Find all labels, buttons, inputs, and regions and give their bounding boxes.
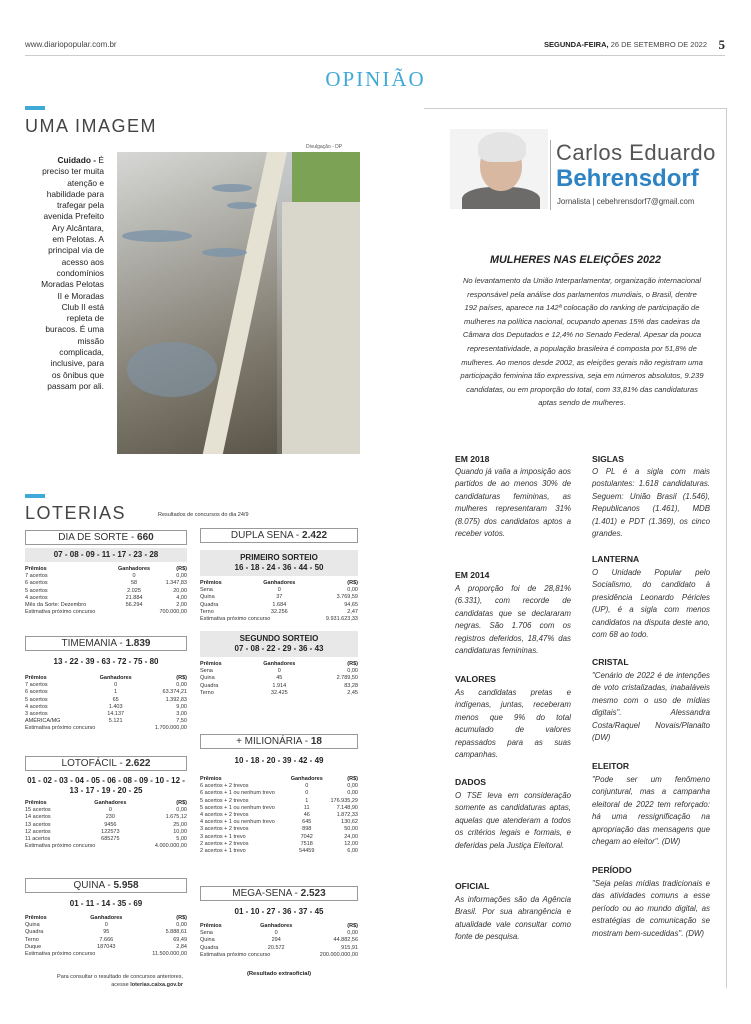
winners-count: 0 bbox=[277, 587, 281, 594]
table-row bbox=[25, 595, 187, 602]
lottery-numbers: 07 - 08 - 09 - 11 - 17 - 23 - 28 bbox=[25, 548, 187, 562]
prize-value: 1.347,83 bbox=[165, 580, 187, 587]
prize-table: Prêmios Ganhadores (R$) Quina 0 0,00 Quadra 95 5.888,61 Terno 7.666 69,49 Duque 187043 2,84 bbox=[25, 915, 187, 950]
table-row bbox=[25, 807, 187, 814]
estimate-row: Estimativa próximo concurso 11.500.000,00 bbox=[25, 951, 187, 958]
photo-caption: Cuidado - É preciso ter muita atenção e habilidade para trafegar pela avenida Prefeito Ary Alcântara, em Pelotas. A principal via de acesso aos condomínios Moradas Pelotas II e Moradas Club II está repleta de buracos. É uma missão complicada, inclusive, para os ônibus que passam por ali. bbox=[41, 155, 104, 391]
table-row bbox=[25, 682, 187, 689]
prize-value: 2,47 bbox=[347, 608, 358, 615]
page-number: 5 bbox=[718, 37, 725, 52]
lotofacil-box bbox=[25, 756, 187, 850]
prize-tier: 14 acertos bbox=[25, 814, 51, 821]
header-divider bbox=[25, 55, 725, 56]
section-text: "Cenário de 2022 é de intenções de voto cristalizadas, inabaláveis mesmo com o uso de mídias digitais". Alessandra Costa/Raquel Novais/Planalto (DW) bbox=[592, 671, 710, 743]
estimate-row: Estimativa próximo concurso 1.700.000,00 bbox=[25, 725, 187, 732]
prize-tier: 6 acertos bbox=[25, 689, 48, 696]
section-text: O Unidade Popular pelo Socialismo, do candidato à presidência Leonardo Péricles (UP), é a sigla com menos candidatos na disputa deste ano, com 68 ao todo. bbox=[592, 568, 710, 640]
author-divider bbox=[550, 140, 551, 210]
draw-2: SEGUNDO SORTEIO 07 - 08 - 22 - 29 - 36 - 43 bbox=[200, 631, 358, 657]
prize-value: 50,00 bbox=[344, 826, 358, 833]
prize-tier: Quadra bbox=[200, 601, 219, 608]
prize-tier: Duque bbox=[25, 943, 42, 950]
table-row bbox=[200, 805, 358, 812]
loterias-note: Resultados de concursos do dia 24/9 bbox=[158, 512, 249, 518]
table-row bbox=[25, 922, 187, 929]
uma-imagem-heading: UMA IMAGEM bbox=[25, 116, 158, 136]
prize-value: 3,00 bbox=[176, 711, 187, 718]
prize-value: 9,00 bbox=[176, 703, 187, 710]
table-row bbox=[25, 573, 187, 580]
timemania-box bbox=[25, 636, 187, 732]
prize-value: 130,62 bbox=[341, 819, 358, 826]
winners-count: 11 bbox=[303, 804, 310, 811]
table-row bbox=[25, 718, 187, 725]
prize-tier: 6 acertos bbox=[25, 580, 48, 587]
table-row bbox=[200, 798, 358, 805]
lottery-title: LOTOFÁCIL - 2.622 bbox=[25, 756, 187, 771]
estimate-row: Estimativa próximo concurso 200.000.000,00 bbox=[200, 951, 358, 958]
table-row bbox=[25, 814, 187, 821]
winners-count: 56.294 bbox=[125, 602, 143, 609]
table-row bbox=[200, 945, 358, 952]
lottery-title: QUINA - 5.958 bbox=[25, 878, 187, 893]
prize-value: 0,00 bbox=[176, 682, 187, 689]
winners-count: 1 bbox=[305, 797, 309, 804]
page-date: SEGUNDA-FEIRA, 26 DE SETEMBRO DE 2022 bbox=[544, 40, 707, 49]
prize-value: 25,00 bbox=[173, 821, 187, 828]
prize-tier: 11 acertos bbox=[25, 836, 51, 843]
section-heading: OFICIAL bbox=[455, 881, 490, 891]
prize-value: 2.789,50 bbox=[336, 675, 358, 682]
prize-tier: 6 acertos + 1 ou nenhum trevo bbox=[200, 790, 275, 797]
lottery-numbers: 01 - 02 - 03 - 04 - 05 - 06 - 08 - 09 - 10 - 12 - 13 - 17 - 19 - 20 - 25 bbox=[27, 776, 185, 795]
prize-value: 69,49 bbox=[173, 936, 187, 943]
prize-tier: 7 acertos bbox=[25, 573, 48, 580]
table-row bbox=[200, 819, 358, 826]
estimate-row: Estimativa próximo concurso 9.931.623,33 bbox=[200, 616, 358, 623]
winners-count: 0 bbox=[274, 930, 278, 937]
prize-value: 0,00 bbox=[347, 668, 358, 675]
table-row bbox=[25, 829, 187, 836]
caixa-link[interactable]: loterias.caixa.gov.br bbox=[130, 981, 183, 988]
prize-value: 5.888,61 bbox=[165, 929, 187, 936]
table-row bbox=[200, 783, 358, 790]
lottery-title: MEGA-SENA - 2.523 bbox=[200, 886, 358, 901]
table-row bbox=[200, 826, 358, 833]
winners-count: 7.666 bbox=[99, 936, 114, 943]
prize-table: Prêmios Ganhadores (R$) Sena 0 0,00 Quina 294 44.882,56 Quadra 20.572 915,91 bbox=[200, 923, 358, 951]
prize-tier: 4 acertos + 1 ou nenhum trevo bbox=[200, 819, 275, 826]
accent-bar bbox=[25, 494, 45, 498]
winners-count: 230 bbox=[105, 814, 115, 821]
section-heading: CRISTAL bbox=[592, 657, 629, 667]
prize-tier: 5 acertos + 1 ou nenhum trevo bbox=[200, 804, 275, 811]
prize-tier: Quadra bbox=[25, 929, 44, 936]
prize-value: 7,50 bbox=[176, 718, 187, 725]
prize-table: Prêmios Ganhadores (R$) Sena 0 0,00 Quina 45 2.789,50 Quadra 1.914 83,28 Terno 32.425 2,45 bbox=[200, 661, 358, 696]
prize-value: 0,00 bbox=[176, 573, 187, 580]
prize-value: 0,00 bbox=[347, 790, 358, 797]
prize-table: Prêmios Ganhadores (R$) 7 acertos 0 0,00 6 acertos 1 63.374,21 5 acertos 65 1.392,83 4 acertos 1.403 9,00 3 acertos 14.137 3,00 AMÉRICA/MG 5.121 7,50 bbox=[25, 675, 187, 725]
prize-tier: 15 acertos bbox=[25, 807, 51, 814]
section-heading: SIGLAS bbox=[592, 454, 624, 464]
prize-tier: 3 acertos bbox=[25, 711, 48, 718]
lottery-title: + MILIONÁRIA - 18 bbox=[200, 734, 358, 749]
prize-value: 0,00 bbox=[347, 930, 358, 937]
mega-sena-box bbox=[200, 886, 358, 977]
prize-table: Prêmios Ganhadores (R$) 6 acertos + 2 trevos 0 0,00 6 acertos + 1 ou nenhum trevo 0 0,00 5 acertos + 2 trevos 1 176.935,29 5 acertos + 1 ou nenhum trevo 11 7.148,90 4 acertos + 2 trevos 46 1.872,33 4 acertos + 1 ou nenhum trevo 645 130,62 3 acertos + 2 trevos 898 50,00 3 acertos + 1 trevo 7042 24,00 2 acertos + 2 trevos 7518 12,00 2 acertos + 1 trevo 54459 6,00 bbox=[200, 776, 358, 855]
table-row bbox=[25, 944, 187, 951]
prize-tier: Sena bbox=[200, 587, 213, 594]
prize-value: 0,00 bbox=[347, 587, 358, 594]
prize-value: 10,00 bbox=[173, 828, 187, 835]
prize-tier: 5 acertos bbox=[25, 696, 48, 703]
section-text: O TSE leva em consideração somente as candidaturas aptas, aquelas que atenderam a todos os critérios legais e formais, e deferidas pela Justiça Eleitoral. bbox=[455, 791, 571, 850]
prize-tier: Terno bbox=[200, 608, 214, 615]
prize-tier: Quina bbox=[200, 675, 215, 682]
prize-tier: Terno bbox=[25, 936, 39, 943]
section-heading: LANTERNA bbox=[592, 554, 640, 564]
prize-value: 83,28 bbox=[344, 682, 358, 689]
winners-count: 9456 bbox=[104, 821, 117, 828]
winners-count: 7042 bbox=[300, 833, 313, 840]
table-row bbox=[200, 790, 358, 797]
winners-count: 32.256 bbox=[270, 608, 288, 615]
table-row bbox=[200, 675, 358, 682]
prize-value: 24,00 bbox=[344, 833, 358, 840]
photo-credit: Divulgação - DP bbox=[306, 144, 343, 150]
prize-tier: Quadra bbox=[200, 944, 219, 951]
column-lead: No levantamento da União Interparlamentar, organização internacional responsável pela análise dos parlamentos mundiais, o Brasil, dentre 192 países, aparece na 142ª colocação do ranking de participação de mulheres na política nacional, ocupando apenas 15% das cadeiras da Câmara dos Deputados e 12,4% no Senado Federal. Apesar da pouca representatividade, a população brasileira é composta por 51,8% de mulheres. Ao menos desde 2002, as eleições gerais não registram uma participação feminina tão expressiva, seja em números absolutos, 9.239 candidatas, ou em proporção do total, com 33,81% das candidaturas aptas sendo de mulheres. bbox=[460, 276, 704, 408]
section-text: As informações são da Agência Brasil. Por sua abrangência e atualidade vale consultar como fonte de pesquisa. bbox=[455, 895, 571, 942]
prize-value: 3.769,59 bbox=[336, 594, 358, 601]
winners-count: 0 bbox=[104, 922, 108, 929]
section-heading: EM 2014 bbox=[455, 570, 490, 580]
table-row bbox=[25, 689, 187, 696]
table-row bbox=[25, 822, 187, 829]
section-text: "Pode ser um fenômeno conjuntural, mas a campanha eleitoral de 2022 tem reforçado: há uma ressignificação na apropriação das mensagens que chegam ao eleitor". (DW) bbox=[592, 775, 710, 847]
table-row bbox=[200, 848, 358, 855]
section-text: Quando já valia a imposição aos partidos de ao menos 30% de candidaturas femininas, as mulheres representaram 31% (8.075) dos candidatos aptos a receber votos. bbox=[455, 467, 571, 539]
winners-count: 1.684 bbox=[272, 601, 287, 608]
winners-count: 95 bbox=[103, 929, 110, 936]
prize-value: 1.872,33 bbox=[336, 812, 358, 819]
section-heading: VALORES bbox=[455, 674, 496, 684]
prize-tier: Quina bbox=[200, 937, 215, 944]
lottery-footer: Para consultar o resultado de concursos anteriores, acesse loterias.caixa.gov.br bbox=[57, 974, 183, 988]
accent-bar bbox=[25, 106, 45, 110]
winners-count: 0 bbox=[132, 573, 136, 580]
table-row bbox=[25, 697, 187, 704]
winners-count: 46 bbox=[303, 812, 310, 819]
winners-count: 37 bbox=[276, 594, 283, 601]
site-url[interactable]: www.diariopopular.com.br bbox=[25, 40, 117, 49]
winners-count: 32.425 bbox=[270, 689, 288, 696]
table-row bbox=[25, 602, 187, 609]
prize-table: Prêmios Ganhadores (R$) 7 acertos 0 0,00 6 acertos 58 1.347,83 5 acertos 2.025 20,00 4 acertos 21.884 4,00 Mês da Sorte: Dezembro 56.294 2,00 bbox=[25, 566, 187, 609]
table-row bbox=[200, 937, 358, 944]
winners-count: 58 bbox=[130, 580, 138, 587]
lottery-numbers: 10 - 18 - 20 - 39 - 42 - 49 bbox=[234, 756, 324, 765]
lottery-numbers: 01 - 10 - 27 - 36 - 37 - 45 bbox=[234, 907, 324, 916]
prize-tier: 13 acertos bbox=[25, 821, 51, 828]
prize-tier: Sena bbox=[200, 668, 213, 675]
section-heading: EM 2018 bbox=[455, 454, 490, 464]
prize-tier: Quina bbox=[25, 922, 40, 929]
prize-value: 1.392,83 bbox=[165, 696, 187, 703]
winners-count: 187043 bbox=[97, 943, 116, 950]
winners-count: 645 bbox=[302, 819, 312, 826]
prize-value: 2,00 bbox=[176, 602, 187, 609]
author-photo bbox=[450, 129, 548, 209]
table-row bbox=[200, 609, 358, 616]
column-title: MULHERES NAS ELEIÇÕES 2022 bbox=[490, 254, 661, 266]
dupla-sena-box bbox=[200, 528, 358, 697]
section-text: As candidatas pretas e indígenas, juntas, receberam menos que 9% do total acumulado de valores repassados para as suas campanhas. bbox=[455, 688, 571, 760]
table-row bbox=[200, 668, 358, 675]
table-row bbox=[200, 594, 358, 601]
author-role: Jornalista | cebehrensdorf7@gmail.com bbox=[557, 197, 695, 206]
lottery-numbers: 01 - 11 - 14 - 35 - 69 bbox=[69, 899, 143, 908]
winners-count: 0 bbox=[305, 783, 309, 790]
winners-count: 54459 bbox=[299, 848, 315, 855]
prize-tier: 12 acertos bbox=[25, 828, 51, 835]
section-title: OPINIÃO bbox=[325, 67, 426, 91]
section-text: "Seja pelas mídias tradicionais e das atividades comuns a esse período ou ao mundo digital, as estratégias de comunicação se mostram bem-sucedidas". (DW) bbox=[592, 879, 710, 938]
prize-value: 20,00 bbox=[173, 587, 187, 594]
author-first-name: Carlos Eduardo bbox=[556, 140, 716, 165]
section-text: O PL é a sigla com mais postulantes: 1.618 candidaturas. Seguem: União Brasil (1.546), Republicanos (1.461), MDB (1.401) e PDT (1.369), os cinco grandes. bbox=[592, 467, 710, 539]
prize-tier: 3 acertos + 2 trevos bbox=[200, 826, 249, 833]
winners-count: 0 bbox=[305, 790, 309, 797]
section-heading: ELEITOR bbox=[592, 761, 630, 771]
winners-count: 685275 bbox=[101, 836, 120, 843]
table-row bbox=[200, 841, 358, 848]
prize-value: 1.675,12 bbox=[165, 814, 187, 821]
winners-count: 45 bbox=[276, 675, 283, 682]
winners-count: 1.914 bbox=[272, 682, 287, 689]
prize-tier: 2 acertos + 2 trevos bbox=[200, 840, 249, 847]
prize-tier: AMÉRICA/MG bbox=[25, 718, 61, 725]
column-frame bbox=[424, 108, 727, 988]
prize-value: 7.148,90 bbox=[336, 804, 358, 811]
table-row bbox=[25, 929, 187, 936]
winners-count: 7518 bbox=[300, 840, 313, 847]
table-row bbox=[200, 602, 358, 609]
winners-count: 294 bbox=[271, 937, 281, 944]
section-heading: DADOS bbox=[455, 777, 487, 787]
prize-value: 0,00 bbox=[347, 783, 358, 790]
estimate-row: Estimativa próximo concurso 700.000,00 bbox=[25, 609, 187, 616]
prize-tier: 5 acertos + 2 trevos bbox=[200, 797, 249, 804]
quina-box bbox=[25, 878, 187, 958]
table-row bbox=[25, 836, 187, 843]
table-row bbox=[200, 930, 358, 937]
prize-value: 63.374,21 bbox=[162, 689, 187, 696]
winners-count: 122573 bbox=[101, 828, 120, 835]
prize-tier: 4 acertos + 2 trevos bbox=[200, 812, 249, 819]
winners-count: 0 bbox=[114, 682, 118, 689]
author-last-name: Behrensdorf bbox=[556, 165, 699, 192]
prize-tier: Sena bbox=[200, 930, 213, 937]
prize-tier: 7 acertos bbox=[25, 682, 48, 689]
lottery-numbers: 13 - 22 - 39 - 63 - 72 - 75 - 80 bbox=[53, 657, 159, 666]
lottery-title: DIA DE SORTE - 660 bbox=[25, 530, 187, 545]
table-row bbox=[200, 683, 358, 690]
prize-tier: Quadra bbox=[200, 682, 219, 689]
prize-tier: 6 acertos + 2 trevos bbox=[200, 783, 249, 790]
prize-tier: Quina bbox=[200, 594, 215, 601]
estimate-row: Estimativa próximo concurso 4.000.000,00 bbox=[25, 843, 187, 850]
prize-value: 176.935,29 bbox=[330, 797, 358, 804]
winners-count: 20.572 bbox=[267, 944, 285, 951]
prize-table: Prêmios Ganhadores (R$) Sena 0 0,00 Quina 37 3.769,59 Quadra 1.684 94,65 Terno 32.256 2,47 bbox=[200, 580, 358, 615]
winners-count: 1 bbox=[114, 689, 118, 696]
winners-count: 0 bbox=[108, 807, 112, 814]
prize-value: 2,45 bbox=[347, 689, 358, 696]
prize-value: 6,00 bbox=[347, 848, 358, 855]
prize-tier: 3 acertos + 1 trevo bbox=[200, 833, 246, 840]
prize-tier: 5 acertos bbox=[25, 587, 48, 594]
prize-value: 44.882,56 bbox=[333, 937, 358, 944]
winners-count: 2.025 bbox=[127, 587, 141, 594]
table-row bbox=[200, 812, 358, 819]
prize-value: 915,91 bbox=[341, 944, 358, 951]
winners-count: 898 bbox=[302, 826, 312, 833]
prize-tier: 4 acertos bbox=[25, 594, 48, 601]
table-row bbox=[200, 690, 358, 697]
lottery-title: TIMEMANIA - 1.839 bbox=[25, 636, 187, 651]
prize-value: 0,00 bbox=[176, 807, 187, 814]
prize-value: 0,00 bbox=[176, 922, 187, 929]
winners-count: 21.884 bbox=[125, 594, 143, 601]
winners-count: 0 bbox=[277, 668, 281, 675]
prize-value: 5,00 bbox=[176, 836, 187, 843]
page-header bbox=[25, 37, 725, 54]
loterias-heading: LOTERIAS bbox=[25, 503, 127, 523]
table-row bbox=[25, 704, 187, 711]
prize-value: 94,65 bbox=[344, 601, 358, 608]
section-heading: PERÍODO bbox=[592, 865, 632, 875]
milionaria-box bbox=[200, 734, 358, 855]
winners-count: 5.121 bbox=[108, 718, 123, 725]
table-row bbox=[25, 588, 187, 595]
prize-value: 2,84 bbox=[176, 943, 187, 950]
winners-count: 65 bbox=[112, 696, 119, 703]
table-row bbox=[200, 834, 358, 841]
table-row bbox=[25, 937, 187, 944]
table-row bbox=[200, 587, 358, 594]
lottery-title: DUPLA SENA - 2.422 bbox=[200, 528, 358, 543]
winners-count: 14.137 bbox=[107, 711, 125, 718]
prize-value: 12,00 bbox=[344, 840, 358, 847]
section-text: A proporção foi de 28,81% (6.331), com recorde de candidatas que se declararam negras. São 1.706 com os registros deferidos, 18,47% das candidaturas femininas. bbox=[455, 584, 571, 656]
prize-value: 4,00 bbox=[176, 594, 187, 601]
prize-tier: 2 acertos + 1 trevo bbox=[200, 848, 246, 855]
winners-count: 1.403 bbox=[108, 703, 123, 710]
street-photo bbox=[117, 152, 360, 454]
dia-de-sorte-box bbox=[25, 530, 187, 616]
unofficial-note: (Resultado extraoficial) bbox=[246, 970, 312, 977]
draw-1: PRIMEIRO SORTEIO 16 - 18 - 24 - 36 - 44 - 50 bbox=[200, 550, 358, 576]
prize-tier: Mês da Sorte: Dezembro bbox=[25, 602, 87, 609]
prize-tier: Terno bbox=[200, 689, 214, 696]
prize-tier: 4 acertos bbox=[25, 703, 48, 710]
table-row bbox=[25, 580, 187, 587]
prize-table: Prêmios Ganhadores (R$) 15 acertos 0 0,00 14 acertos 230 1.675,12 13 acertos 9456 25,00 12 acertos 122573 10,00 11 acertos 685275 5,00 bbox=[25, 800, 187, 843]
